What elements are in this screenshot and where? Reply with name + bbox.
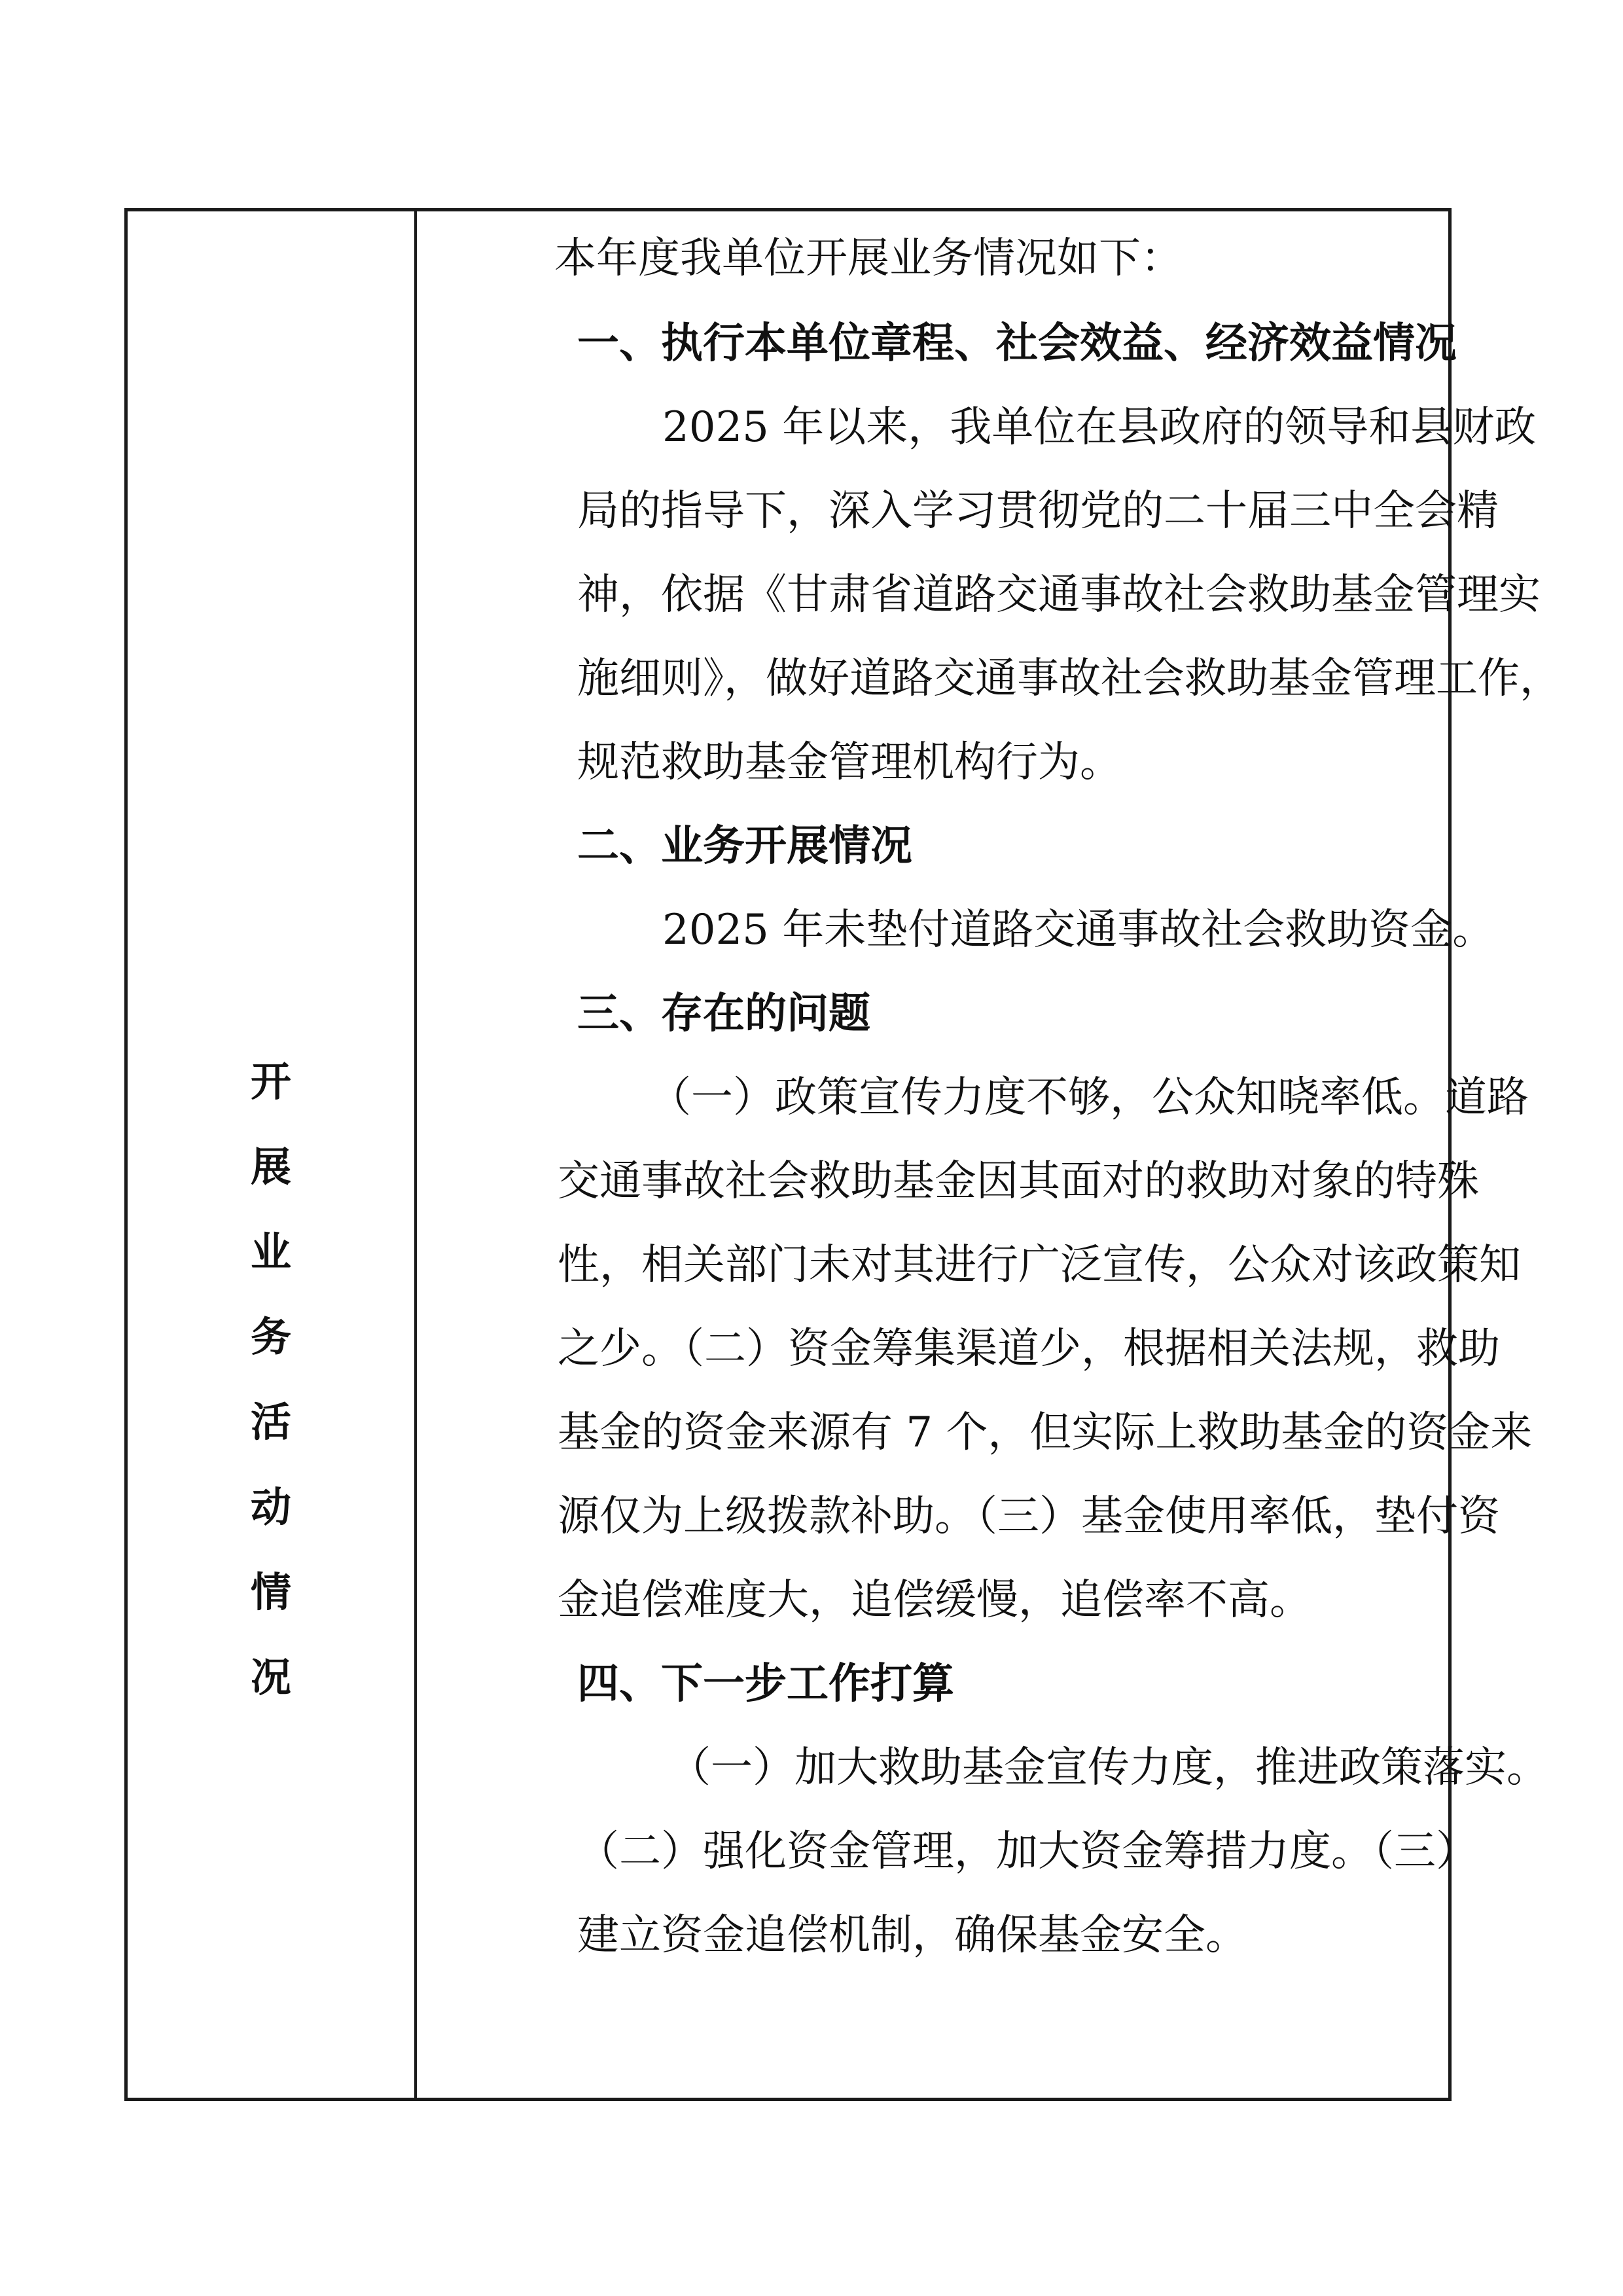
section1-line: 2025 年以来，我单位在县政府的领导和县财政	[662, 403, 1537, 452]
label-char: 务	[250, 1313, 291, 1361]
section3-heading: 三、存在的问题	[577, 989, 870, 1038]
label-char: 展	[250, 1143, 291, 1191]
section1-line: 局的指导下，深入学习贯彻党的二十届三中全会精	[577, 487, 1499, 535]
row-label-vertical	[128, 1039, 414, 1720]
section3-line: （一）政策宣传力度不够，公众知晓率低。道路	[649, 1073, 1529, 1122]
section4-line: 建立资金追偿机制，确保基金安全。	[577, 1911, 1247, 1960]
section1-line: 施细则》，做好道路交通事故社会救助基金管理工作，	[577, 655, 1561, 703]
section4-line: （一）加大救助基金宣传力度，推进政策落实。	[669, 1744, 1548, 1792]
section3-line: 交通事故社会救助基金因其面对的救助对象的特殊	[558, 1157, 1479, 1206]
section3-line: 金追偿难度大，追偿缓慢，追偿率不高。	[558, 1576, 1311, 1624]
section4-heading: 四、下一步工作打算	[577, 1659, 954, 1708]
content-cell	[417, 211, 1561, 2098]
section3-line: 源仅为上级拨款补助。（三）基金使用率低，垫付资	[558, 1492, 1500, 1541]
activity-report-table	[124, 208, 1561, 2101]
section2-heading: 二、业务开展情况	[577, 821, 912, 870]
section3-line: 之少。（二）资金筹集渠道少，根据相关法规，救助	[558, 1325, 1500, 1373]
label-char: 情	[250, 1568, 291, 1616]
label-char: 业	[250, 1228, 291, 1276]
row-label-cell	[128, 211, 417, 2098]
section1-line: 神，依据《甘肃省道路交通事故社会救助基金管理实	[577, 571, 1541, 619]
label-char: 况	[250, 1653, 291, 1701]
section2-line: 2025 年未垫付道路交通事故社会救助资金。	[662, 906, 1495, 954]
label-char: 开	[250, 1058, 291, 1105]
section3-line: 性，相关部门未对其进行广泛宣传，公众对该政策知	[558, 1241, 1521, 1289]
label-char: 动	[250, 1483, 291, 1531]
intro-line: 本年度我单位开展业务情况如下：	[554, 234, 1183, 283]
section3-line: 基金的资金来源有 7 个，但实际上救助基金的资金来	[558, 1408, 1533, 1457]
section1-heading: 一、执行本单位章程、社会效益、经济效益情况	[577, 319, 1457, 368]
section1-line: 规范救助基金管理机构行为。	[577, 738, 1122, 787]
label-char: 活	[250, 1398, 291, 1446]
section4-line: （二）强化资金管理，加大资金筹措力度。（三）	[577, 1827, 1478, 1876]
